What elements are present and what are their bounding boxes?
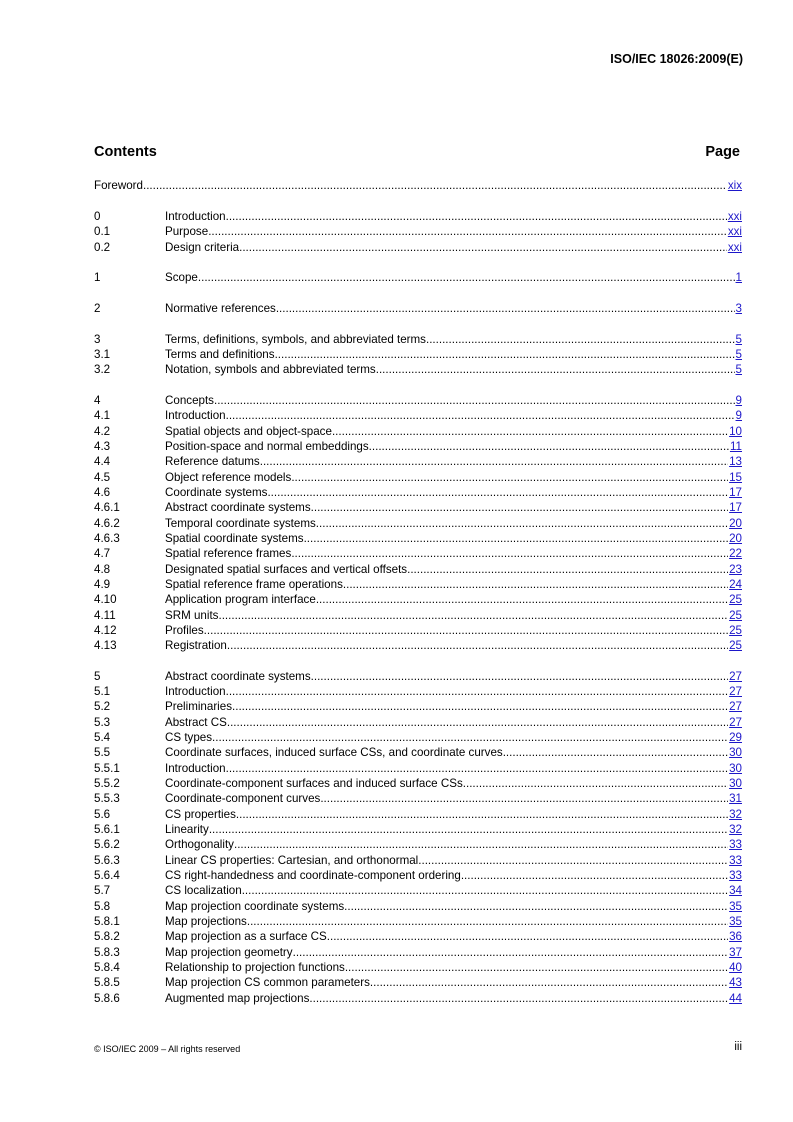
toc-section-number: 4.2 bbox=[94, 424, 111, 438]
dot-leader bbox=[236, 808, 728, 821]
toc-section-title: CS types bbox=[165, 731, 213, 745]
toc-page-link[interactable]: 29 bbox=[729, 731, 742, 745]
toc-section-title: Scope bbox=[165, 271, 198, 285]
dot-leader bbox=[311, 670, 728, 683]
toc-entry[interactable] bbox=[94, 438, 742, 453]
dot-leader bbox=[293, 946, 729, 959]
dot-leader bbox=[316, 593, 728, 606]
toc-section-title: Reference datums bbox=[165, 455, 260, 469]
toc-entry[interactable] bbox=[94, 759, 742, 774]
toc-section-title: Position-space and normal embeddings bbox=[165, 439, 369, 453]
toc-section-number: 4.11 bbox=[94, 608, 116, 622]
toc-entry[interactable] bbox=[94, 560, 742, 575]
toc-section-title: Object reference models bbox=[165, 470, 292, 484]
toc-section-number: 5.6 bbox=[94, 807, 111, 821]
dot-leader bbox=[232, 700, 728, 713]
toc-page-link[interactable]: xxi bbox=[727, 209, 742, 223]
toc-page-link[interactable]: 35 bbox=[729, 915, 742, 929]
toc-entry[interactable] bbox=[94, 851, 742, 866]
toc-section-number: 5.5.3 bbox=[94, 792, 120, 806]
dot-leader bbox=[143, 179, 727, 192]
toc-page-link[interactable]: 15 bbox=[729, 470, 742, 484]
toc-section-number: 4.7 bbox=[94, 547, 111, 561]
toc-section-title: Orthogonality bbox=[165, 838, 234, 852]
toc-section-title: Linear CS properties: Cartesian, and orthonormal bbox=[165, 853, 419, 867]
dot-leader bbox=[316, 517, 728, 530]
toc-entry[interactable] bbox=[94, 637, 742, 652]
toc-entry[interactable] bbox=[94, 698, 742, 713]
toc-entry[interactable] bbox=[94, 530, 742, 545]
toc-section-number: 5.4 bbox=[94, 731, 111, 745]
toc-entry[interactable] bbox=[94, 330, 742, 345]
toc-section-number: 0 bbox=[94, 209, 101, 223]
toc-section-number: 5.8.3 bbox=[94, 945, 120, 959]
toc-entry[interactable] bbox=[94, 882, 742, 897]
toc-page-link[interactable]: 22 bbox=[729, 547, 742, 561]
toc-section-number: 3.2 bbox=[94, 363, 111, 377]
toc-section-number: 5.3 bbox=[94, 715, 111, 729]
toc-section-number: 5.6.3 bbox=[94, 853, 120, 867]
dot-leader bbox=[276, 302, 735, 315]
toc-page-link[interactable]: 5 bbox=[735, 347, 742, 361]
toc-section-number: 4.5 bbox=[94, 470, 111, 484]
toc-page-link[interactable]: 5 bbox=[735, 332, 742, 346]
dot-leader bbox=[291, 547, 728, 560]
dot-leader bbox=[369, 440, 729, 453]
toc-section-number: 5 bbox=[94, 669, 101, 683]
toc-entry[interactable] bbox=[94, 928, 742, 943]
toc-section-number: 4.6.3 bbox=[94, 531, 120, 545]
toc-section-title: Coordinate surfaces, induced surface CSs, and coordinate curves bbox=[165, 746, 503, 760]
toc-section-title: Coordinate-component surfaces and induced surface CSs bbox=[165, 777, 463, 791]
toc-section-title: Abstract CS bbox=[165, 715, 227, 729]
toc-page-link[interactable]: 23 bbox=[729, 562, 742, 576]
toc-section-title: Profiles bbox=[165, 623, 204, 637]
toc-entry[interactable] bbox=[94, 790, 742, 805]
toc-page-link[interactable]: 1 bbox=[735, 271, 742, 285]
dot-leader bbox=[239, 241, 727, 254]
toc-page-link[interactable]: 25 bbox=[729, 593, 742, 607]
page-number: iii bbox=[734, 1041, 742, 1053]
toc-section-title: Normative references bbox=[165, 301, 276, 315]
toc-entry[interactable] bbox=[94, 897, 742, 912]
dot-leader bbox=[320, 792, 728, 805]
toc-entry[interactable] bbox=[94, 361, 742, 376]
toc-section-title: Introduction bbox=[165, 761, 226, 775]
dot-leader bbox=[461, 869, 728, 882]
toc-section-number: 1 bbox=[94, 271, 101, 285]
toc-page-link[interactable]: 33 bbox=[729, 853, 742, 867]
toc-page-link[interactable]: 17 bbox=[729, 485, 742, 499]
dot-leader bbox=[227, 639, 728, 652]
toc-entry[interactable] bbox=[94, 622, 742, 637]
toc-section-title: Design criteria bbox=[165, 240, 240, 254]
toc-section-number: 5.2 bbox=[94, 700, 111, 714]
toc-page-link[interactable]: 30 bbox=[729, 777, 742, 791]
toc-page-link[interactable]: 30 bbox=[729, 746, 742, 760]
toc-entry[interactable] bbox=[94, 836, 742, 851]
toc-page-link[interactable]: 9 bbox=[735, 409, 742, 423]
toc-section-title: Introduction bbox=[165, 409, 226, 423]
toc-section-title: Spatial objects and object-space bbox=[165, 424, 332, 438]
dot-leader bbox=[204, 624, 728, 637]
toc-page-link[interactable]: 33 bbox=[729, 869, 742, 883]
toc-section-title: Linearity bbox=[165, 823, 209, 837]
toc-section-title: Preliminaries bbox=[165, 700, 233, 714]
dot-leader bbox=[209, 823, 728, 836]
toc-section-number: 4.8 bbox=[94, 562, 111, 576]
toc-section-number: 4.10 bbox=[94, 593, 117, 607]
toc-section-number: 4.1 bbox=[94, 409, 111, 423]
toc-page-link[interactable]: 27 bbox=[729, 700, 742, 714]
toc-section-title: Spatial reference frame operations bbox=[165, 577, 343, 591]
toc-section-number: 4.6.1 bbox=[94, 501, 120, 515]
dot-leader bbox=[463, 777, 728, 790]
dot-leader bbox=[343, 578, 728, 591]
toc-section-number: 5.7 bbox=[94, 884, 111, 898]
toc-entry[interactable] bbox=[94, 300, 742, 315]
toc-entry[interactable] bbox=[94, 392, 742, 407]
toc-section-number: 4.9 bbox=[94, 577, 111, 591]
dot-leader bbox=[327, 930, 728, 943]
toc-section-title: Concepts bbox=[165, 393, 214, 407]
toc-section-title: Map projection CS common parameters bbox=[165, 976, 370, 990]
copyright-footer: © ISO/IEC 2009 – All rights reserved bbox=[94, 1044, 241, 1054]
dot-leader bbox=[227, 716, 728, 729]
dot-leader bbox=[275, 348, 735, 361]
toc-section-title: CS right-handedness and coordinate-component ordering bbox=[165, 869, 461, 883]
toc-page-link[interactable]: 34 bbox=[729, 884, 742, 898]
toc-section-title: Spatial coordinate systems bbox=[165, 531, 304, 545]
toc-page-link[interactable]: xxi bbox=[727, 240, 742, 254]
toc-page-link[interactable]: 30 bbox=[729, 761, 742, 775]
toc-section-number: 5.5 bbox=[94, 746, 111, 760]
toc-page-link[interactable]: 13 bbox=[729, 455, 742, 469]
toc-entry[interactable] bbox=[94, 499, 742, 514]
toc-entry[interactable] bbox=[94, 713, 742, 728]
toc-page-link[interactable]: 17 bbox=[729, 501, 742, 515]
dot-leader bbox=[426, 333, 735, 346]
dot-leader bbox=[311, 501, 728, 514]
toc-page-link[interactable]: 11 bbox=[729, 439, 742, 453]
toc-entry[interactable] bbox=[94, 591, 742, 606]
toc-section-number: 4.3 bbox=[94, 439, 111, 453]
dot-leader bbox=[260, 455, 728, 468]
toc-section-number: 5.5.1 bbox=[94, 761, 120, 775]
toc-section-title: Designated spatial surfaces and vertical offsets bbox=[165, 562, 408, 576]
toc-section-title: CS localization bbox=[165, 884, 242, 898]
toc-section-number: 5.1 bbox=[94, 685, 111, 699]
dot-leader bbox=[332, 425, 728, 438]
toc-entry[interactable] bbox=[94, 683, 742, 698]
dot-leader bbox=[218, 609, 728, 622]
dot-leader bbox=[234, 838, 728, 851]
toc-entry[interactable] bbox=[94, 805, 742, 820]
toc-page-link[interactable]: 10 bbox=[729, 424, 742, 438]
dot-leader bbox=[344, 900, 728, 913]
contents-title: Contents bbox=[94, 144, 157, 160]
toc-page-link[interactable]: 27 bbox=[729, 669, 742, 683]
toc-page-link[interactable]: 24 bbox=[729, 577, 742, 591]
toc-section-title: CS properties bbox=[165, 807, 236, 821]
toc-entry[interactable] bbox=[94, 407, 742, 422]
toc-page-link[interactable]: 32 bbox=[729, 823, 742, 837]
toc-entry[interactable] bbox=[94, 867, 742, 882]
toc-section-title: Map projection coordinate systems bbox=[165, 899, 345, 913]
toc-section-title: Terms and definitions bbox=[165, 347, 275, 361]
dot-leader bbox=[212, 731, 728, 744]
toc-page-link[interactable]: xxi bbox=[727, 225, 742, 239]
dot-leader bbox=[198, 271, 735, 284]
toc-page-link[interactable]: 31 bbox=[729, 792, 742, 806]
toc-section-number: 5.8 bbox=[94, 899, 111, 913]
toc-section-number: 3.1 bbox=[94, 347, 111, 361]
toc-entry[interactable] bbox=[94, 576, 742, 591]
toc-entry[interactable] bbox=[94, 453, 742, 468]
dot-leader bbox=[304, 532, 729, 545]
toc-section-number: 3 bbox=[94, 332, 101, 346]
dot-leader bbox=[226, 210, 727, 223]
toc-section-title: Relationship to projection functions bbox=[165, 961, 345, 975]
toc-page-link[interactable]: 3 bbox=[735, 301, 742, 315]
toc-entry[interactable] bbox=[94, 208, 742, 223]
toc-section-title: Map projections bbox=[165, 915, 247, 929]
toc-entry[interactable] bbox=[94, 668, 742, 683]
dot-leader bbox=[376, 363, 735, 376]
toc-page-link[interactable]: 27 bbox=[729, 715, 742, 729]
toc-entry[interactable] bbox=[94, 422, 742, 437]
toc-entry[interactable] bbox=[94, 346, 742, 361]
toc-section-title: Application program interface bbox=[165, 593, 316, 607]
toc-section-number: 4.6.2 bbox=[94, 516, 120, 530]
toc-section-title: Abstract coordinate systems bbox=[165, 669, 311, 683]
toc-section-title: Registration bbox=[165, 639, 227, 653]
toc-section-number: 5.5.2 bbox=[94, 777, 120, 791]
toc-section-title: Foreword bbox=[94, 179, 143, 193]
table-of-contents bbox=[94, 177, 742, 1005]
toc-section-number: 5.8.5 bbox=[94, 976, 120, 990]
toc-page-link[interactable]: 40 bbox=[729, 961, 742, 975]
dot-leader bbox=[503, 746, 728, 759]
toc-entry[interactable] bbox=[94, 468, 742, 483]
toc-entry[interactable] bbox=[94, 223, 742, 238]
dot-leader bbox=[267, 486, 728, 499]
toc-entry[interactable] bbox=[94, 484, 742, 499]
toc-section-title: Augmented map projections bbox=[165, 991, 310, 1005]
toc-section-number: 0.2 bbox=[94, 240, 111, 254]
toc-entry[interactable] bbox=[94, 989, 742, 1004]
toc-section-title: SRM units bbox=[165, 608, 219, 622]
dot-leader bbox=[345, 961, 728, 974]
dot-leader bbox=[370, 976, 728, 989]
dot-leader bbox=[226, 685, 729, 698]
toc-section-number: 5.8.4 bbox=[94, 961, 120, 975]
toc-section-number: 2 bbox=[94, 301, 101, 315]
toc-section-title: Introduction bbox=[165, 209, 226, 223]
toc-page-link[interactable]: 20 bbox=[729, 531, 742, 545]
toc-entry[interactable] bbox=[94, 514, 742, 529]
toc-entry[interactable] bbox=[94, 177, 742, 192]
toc-page-link[interactable]: 43 bbox=[729, 976, 742, 990]
toc-entry[interactable] bbox=[94, 775, 742, 790]
toc-section-number: 5.8.2 bbox=[94, 930, 120, 944]
toc-page-link[interactable]: 27 bbox=[729, 685, 742, 699]
toc-section-number: 5.8.6 bbox=[94, 991, 120, 1005]
toc-section-title: Purpose bbox=[165, 225, 209, 239]
dot-leader bbox=[208, 225, 727, 238]
toc-entry[interactable] bbox=[94, 913, 742, 928]
toc-entry[interactable] bbox=[94, 943, 742, 958]
toc-section-number: 5.6.1 bbox=[94, 823, 120, 837]
dot-leader bbox=[226, 409, 735, 422]
dot-leader bbox=[407, 563, 728, 576]
dot-leader bbox=[309, 992, 728, 1005]
toc-entry[interactable] bbox=[94, 959, 742, 974]
toc-page-link[interactable]: 5 bbox=[735, 363, 742, 377]
dot-leader bbox=[418, 854, 728, 867]
toc-section-number: 5.8.1 bbox=[94, 915, 120, 929]
toc-page-link[interactable]: 37 bbox=[729, 945, 742, 959]
toc-page-link[interactable]: 35 bbox=[729, 899, 742, 913]
toc-page-link[interactable]: 32 bbox=[729, 807, 742, 821]
toc-page-link[interactable]: 25 bbox=[729, 608, 742, 622]
toc-entry[interactable] bbox=[94, 821, 742, 836]
dot-leader bbox=[247, 915, 728, 928]
toc-section-number: 0.1 bbox=[94, 225, 111, 239]
dot-leader bbox=[242, 884, 728, 897]
toc-section-title: Map projection geometry bbox=[165, 945, 293, 959]
toc-page-link[interactable]: 9 bbox=[735, 393, 742, 407]
toc-page-link[interactable]: 20 bbox=[729, 516, 742, 530]
toc-page-link[interactable]: 44 bbox=[729, 991, 742, 1005]
dot-leader bbox=[226, 762, 729, 775]
toc-page-link[interactable]: 25 bbox=[729, 623, 742, 637]
dot-leader bbox=[291, 471, 728, 484]
toc-section-number: 4.13 bbox=[94, 639, 117, 653]
toc-section-title: Terms, definitions, symbols, and abbreviated terms bbox=[165, 332, 426, 346]
toc-entry[interactable] bbox=[94, 545, 742, 560]
toc-section-title: Coordinate systems bbox=[165, 485, 268, 499]
toc-section-title: Coordinate-component curves bbox=[165, 792, 321, 806]
toc-page-link[interactable]: 33 bbox=[729, 838, 742, 852]
toc-section-number: 4.12 bbox=[94, 623, 117, 637]
toc-entry[interactable] bbox=[94, 238, 742, 253]
toc-section-title: Abstract coordinate systems bbox=[165, 501, 311, 515]
document-code: ISO/IEC 18026:2009(E) bbox=[610, 52, 743, 66]
toc-page-link[interactable]: xix bbox=[727, 179, 742, 193]
toc-page-link[interactable]: 36 bbox=[729, 930, 742, 944]
toc-entry[interactable] bbox=[94, 606, 742, 621]
toc-entry[interactable] bbox=[94, 269, 742, 284]
toc-section-number: 4.4 bbox=[94, 455, 111, 469]
toc-section-title: Introduction bbox=[165, 685, 226, 699]
toc-section-title: Map projection as a surface CS bbox=[165, 930, 327, 944]
toc-entry[interactable] bbox=[94, 974, 742, 989]
toc-section-number: 4.6 bbox=[94, 485, 111, 499]
toc-section-number: 5.6.2 bbox=[94, 838, 120, 852]
toc-section-number: 4 bbox=[94, 393, 101, 407]
toc-section-title: Spatial reference frames bbox=[165, 547, 292, 561]
toc-section-title: Temporal coordinate systems bbox=[165, 516, 316, 530]
dot-leader bbox=[214, 394, 735, 407]
toc-page-link[interactable]: 25 bbox=[729, 639, 742, 653]
page-column-label: Page bbox=[705, 144, 740, 160]
toc-entry[interactable] bbox=[94, 744, 742, 759]
toc-section-number: 5.6.4 bbox=[94, 869, 120, 883]
toc-entry[interactable] bbox=[94, 729, 742, 744]
toc-section-title: Notation, symbols and abbreviated terms bbox=[165, 363, 376, 377]
